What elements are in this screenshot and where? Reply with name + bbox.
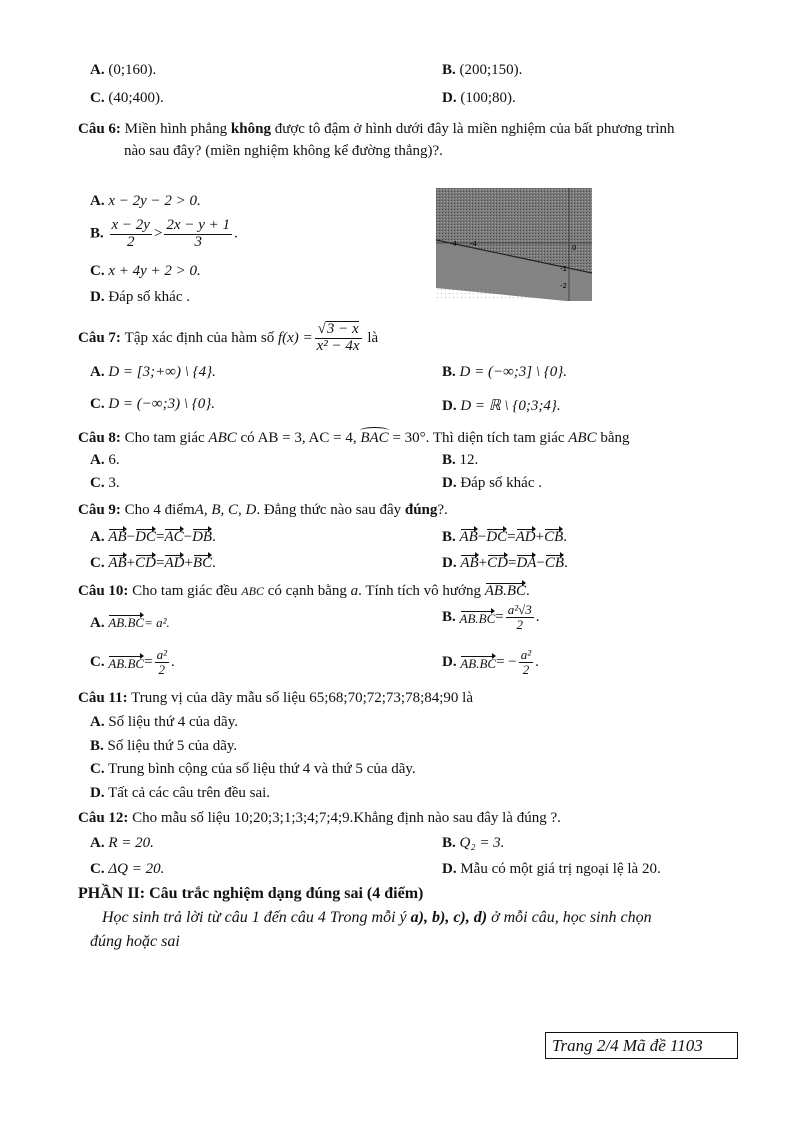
option-text: D = (−∞;3) \ {0}. [108,396,216,412]
punct: . [170,653,175,670]
option-text: Số liệu thứ 4 của dãy. [108,714,238,730]
vector: DB [192,526,212,546]
q10-option-b [442,603,540,631]
option-label: B. [90,738,104,754]
fraction-denominator: 2 [126,233,135,250]
vector: CB [545,552,564,572]
vector: AB [108,552,126,572]
fraction-numerator: 2x − y + 1 [166,217,230,233]
tick-label: -4 [450,240,457,248]
q9-option-d [442,552,568,572]
q8-tri2: ABC [568,430,597,446]
option-text: x − 2y − 2 > 0. [108,193,201,209]
option-text: (0;160). [108,62,157,78]
q7-end: là [367,329,379,346]
punct: . [535,608,540,625]
vector: DC [135,526,156,546]
page-footer: Trang 2/4 Mã đề 1103 [552,1036,703,1055]
q8-option-a [90,452,120,469]
option-text: Tất cả các câu trên đều sai. [108,785,271,801]
fraction-denominator: 2 [158,661,166,677]
q11-option-a [90,714,238,731]
fraction [164,218,232,251]
q6-option-d [90,289,190,306]
q12-option-d [442,861,661,878]
tick-label: -1 [560,265,567,273]
operator: = − [496,653,517,670]
fraction-numerator: a² [520,647,532,662]
q10-option-d [442,648,539,676]
operator: + [478,555,488,571]
q12-text: Cho mẫu số liệu 10;20;3;1;3;4;7;4;9.Khẳng định nào sau đây là đúng ?. [132,810,561,826]
operator: > [153,225,163,242]
q6-option-b [90,218,238,251]
vector-product: AB.BC [108,612,144,631]
option-text: (200;150). [459,62,523,78]
q12-option-b [442,835,504,852]
option-label: D. [442,555,457,571]
vector-product: AB.BC [108,653,144,672]
vector: AD [164,552,184,572]
q8-text3: = 30°. Thì diện tích tam giác [392,430,565,446]
option-label: D. [90,785,105,801]
q9-option-a [90,526,216,546]
q10-option-c [90,648,175,676]
option-label: B. [442,62,456,78]
option-label: D. [442,653,457,670]
q10-text3: . Tính tích vô hướng [358,583,481,599]
option-label: D. [442,861,457,877]
q7-option-b [442,364,567,381]
option-text: 12. [459,452,479,468]
q11-option-d [90,785,270,802]
q9-text2: . Đẳng thức nào sau đây [256,502,402,518]
q9-option-c [90,552,216,572]
q8-text2: có AB = 3, AC = 4, [240,430,357,446]
option-label: B. [442,452,456,468]
function-name: f(x) = [277,329,313,346]
operator: = [495,608,504,625]
operator: = [507,529,516,545]
part2-intro-a: Học sinh trả lời từ câu 1 đến câu 4 Trong mỗi ý [102,909,407,926]
vector-product: AB.BC [460,653,496,672]
vector: CB [544,526,563,546]
option-label: D. [442,90,457,106]
q7-text: Tập xác định của hàm số [124,329,275,346]
option-label: C. [90,90,105,106]
vector: AB [460,526,478,546]
option-text: Mẫu có một giá trị ngoại lệ là 20. [460,861,661,877]
fraction-denominator: x² − 4x [316,338,360,354]
q10-tri: ABC [241,584,264,598]
vector: DC [486,526,507,546]
top-option-b [442,62,522,79]
vector: CD [135,552,156,572]
vector-product: AB.BC [485,580,526,600]
option-label: B. [90,225,104,242]
option-label: A. [90,193,105,209]
vector: AB [108,526,126,546]
fraction-numerator: a² [156,647,167,662]
q7-option-c [90,396,215,413]
q6-option-a [90,193,201,210]
option-label: C. [90,263,105,279]
operator: + [126,555,136,571]
option-label: B. [442,529,456,545]
question-label: Câu 8: [78,430,121,446]
option-text: 6. [108,452,120,468]
option-text: Đáp số khác . [460,475,542,491]
question-label: Câu 6: [78,121,121,137]
question-label: Câu 7: [78,329,121,346]
operator: + [184,555,193,571]
part2-intro [102,909,652,927]
option-text: Trung bình cộng của số liệu thứ 4 và thứ 5 của dãy. [108,761,416,777]
tick-label: -4 [470,240,477,248]
option-text: D = ℝ \ {0;3;4}. [460,398,561,414]
option-label: A. [90,364,105,380]
option-label: A. [90,529,105,545]
top-option-d [442,90,516,107]
option-label: A. [90,452,105,468]
fraction-denominator: 3 [194,233,202,250]
vector: CD [487,552,508,572]
part2-intro-b: a), b), c), d) [410,909,488,926]
q12-option-c [90,861,164,878]
option-text: D = (−∞;3] \ {0}. [459,364,568,380]
vector: AB [460,552,478,572]
q12-stem [78,810,561,827]
operator: = [155,555,165,571]
q9-text3: ?. [437,502,448,518]
option-label: D. [442,398,457,414]
operator: = [507,555,517,571]
fraction-denominator: 2 [522,661,530,677]
q8-tri: ABC [208,430,237,446]
q8-stem [78,426,630,447]
q6-stem-line2: nào sau đây? (miền nghiệm không kể đường thẳng)?. [124,143,443,159]
q8-option-d [442,475,542,492]
q12-option-a [90,835,154,852]
option-label: B. [442,608,456,625]
question-label: Câu 9: [78,502,121,518]
fraction [315,321,362,355]
operator: − [477,529,487,545]
option-label: C. [90,653,105,670]
fraction [506,603,534,631]
option-text: (40;400). [108,90,164,106]
punct: . [233,225,238,242]
operator: − [536,555,545,571]
punct: . [564,555,568,571]
option-label: D. [90,289,105,305]
option-text: D = [3;+∞) \ {4}. [108,364,216,380]
option-label: C. [90,396,105,412]
option-text: Đáp số khác . [108,289,190,305]
q9-points: A, B, C, D [194,502,257,518]
q6-region-figure [436,188,592,301]
sqrt-content: 3 − x [326,321,359,338]
q6-text1: Miền hình phẳng [124,121,228,137]
q7-option-d [442,396,561,415]
q10-text1: Cho tam giác đều [132,583,238,599]
q11-stem [78,690,473,707]
option-text: R = 20. [108,835,154,851]
fraction-numerator: a²√3 [507,602,532,617]
vector: AC [164,526,183,546]
option-label: C. [90,555,105,571]
part2-title: PHẦN II: Câu trắc nghiệm dạng đúng sai (4 điểm) [78,885,424,902]
q8-option-b [442,452,478,469]
part2-intro-c: ở mỗi câu, học sinh chọn [491,909,652,926]
option-label: D. [442,475,457,491]
vector-product: AB.BC [460,608,496,627]
punct: . [535,653,539,670]
fraction-numerator: √3 − x [315,321,362,339]
q8-text4: bằng [600,430,630,446]
q11-option-c [90,761,416,778]
q11-option-b [90,738,237,755]
top-option-c [90,90,164,107]
option-text: ΔQ = 20. [108,861,165,877]
q10-text2: có cạnh bằng [267,583,347,599]
q8-text1: Cho tam giác [124,430,205,446]
punct: . [563,529,568,545]
punct: . [212,555,216,571]
fraction [519,648,533,676]
option-label: B. [442,835,456,851]
option-label: A. [90,62,105,78]
operator: = [144,653,153,670]
q8-option-c [90,475,120,492]
equation-rhs: = a². [144,615,170,630]
q6-stem [78,121,675,138]
q6-option-c [90,263,201,280]
option-label: C. [90,861,105,877]
option-label: A. [90,835,105,851]
operator: − [183,529,193,545]
fraction-denominator: 2 [516,616,523,632]
fraction [155,648,169,676]
punct: . [526,583,530,599]
q11-text: Trung vị của dãy mẫu số liệu 65;68;70;72;73;78;84;90 là [131,690,474,706]
option-label: A. [90,615,105,631]
q9-bold: đúng [404,502,438,518]
option-text: 3. [108,475,120,491]
q6-text2: được tô đậm ở hình dưới đây là miền nghiệm của bất phương trình [274,121,675,137]
angle-symbol: BAC [360,426,388,447]
top-option-a [90,62,156,79]
tick-label: 0 [572,244,577,252]
q9-text1: Cho 4 điểm [124,502,195,518]
q6-bold: không [230,121,271,137]
q9-stem [78,502,448,519]
tick-label: -2 [560,282,567,290]
vector: AD [516,526,536,546]
operator: − [126,529,136,545]
operator: + [535,529,545,545]
part2-intro-line2: đúng hoặc sai [90,933,180,950]
option-label: C. [90,761,105,777]
option-label: C. [90,475,105,491]
option-label: A. [90,714,105,730]
option-text: x + 4y + 2 > 0. [108,263,201,279]
q10-stem [78,580,530,600]
fraction-numerator: x − 2y [111,217,150,233]
operator: = [155,529,165,545]
question-label: Câu 12: [78,810,129,826]
vector: BC [193,552,212,572]
option-text: (100;80). [460,90,516,106]
option-text: Số liệu thứ 5 của dãy. [107,738,238,754]
option-label: B. [442,364,456,380]
option-text: Q₂ = 3. [459,835,505,851]
question-label: Câu 11: [78,690,128,706]
q10-option-a [90,612,170,632]
fraction [110,218,152,251]
q10-a: a [350,583,359,599]
punct: . [212,529,216,545]
question-label: Câu 10: [78,583,129,599]
q7-option-a [90,364,216,381]
q9-option-b [442,526,567,546]
q7-stem [78,318,378,358]
vector: DA [516,552,536,572]
